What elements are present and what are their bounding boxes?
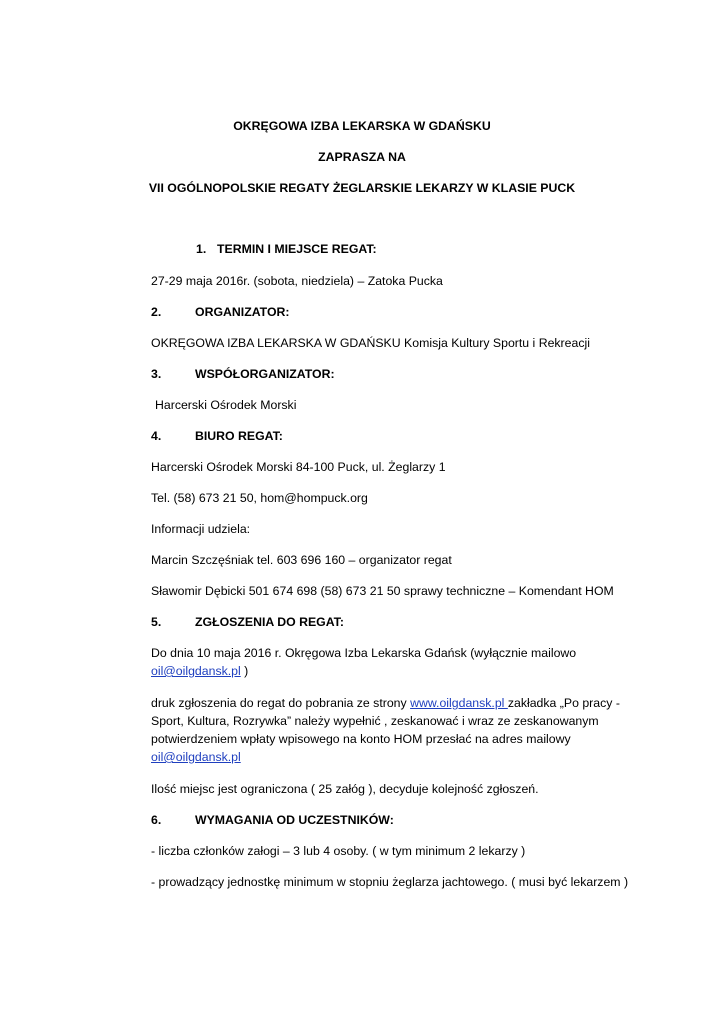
website-link[interactable]: www.oilgdansk.pl	[410, 696, 508, 710]
info-label: Informacji udziela:	[151, 522, 251, 536]
section-5-number: 5.	[151, 615, 162, 629]
contact-technical: Sławomir Dębicki 501 674 698 (58) 673 21 50 sprawy techniczne – Komendant HOM	[151, 584, 614, 598]
form-download-prefix: druk zgłoszenia do regat do pobrania ze strony	[151, 696, 411, 710]
title-line-2: ZAPRASZA NA	[318, 150, 406, 164]
section-1-number: 1.	[196, 242, 207, 256]
section-2-heading	[151, 305, 290, 319]
section-1-text: 27-29 maja 2016r. (sobota, niedziela) – Zatoka Pucka	[151, 274, 443, 288]
section-4-title: BIURO REGAT:	[195, 429, 283, 443]
section-6-heading	[151, 813, 394, 827]
section-4-heading	[151, 429, 283, 443]
section-1-title: TERMIN I MIEJSCE REGAT:	[217, 242, 377, 256]
email-link[interactable]: oil@oilgdansk.pl	[151, 664, 241, 678]
title-line-3: VII OGÓLNOPOLSKIE REGATY ŻEGLARSKIE LEKARZY W KLASIE PUCK	[148, 181, 576, 195]
section-2-text: OKRĘGOWA IZBA LEKARSKA W GDAŃSKU Komisja Kultury Sportu i Rekreacji	[151, 336, 590, 350]
office-address: Harcerski Ośrodek Morski 84-100 Puck, ul. Żeglarzy 1	[151, 460, 446, 474]
section-5-title: ZGŁOSZENIA DO REGAT:	[195, 615, 344, 629]
limit-text: Ilość miejsc jest ograniczona ( 25 załóg ), decyduje kolejność zgłoszeń.	[151, 782, 539, 796]
form-download-line	[151, 696, 620, 710]
form-email-line	[151, 750, 241, 764]
deadline-email-line	[151, 664, 248, 678]
office-phone: Tel. (58) 673 21 50, hom@hompuck.org	[151, 491, 368, 505]
section-6-title: WYMAGANIA OD UCZESTNIKÓW:	[195, 813, 394, 827]
deadline-close-paren: )	[240, 664, 249, 678]
section-2-number: 2.	[151, 305, 162, 319]
section-3-number: 3.	[151, 367, 162, 381]
section-6-number: 6.	[151, 813, 162, 827]
section-1-heading	[196, 242, 377, 256]
requirement-crew: - liczba członków załogi – 3 lub 4 osoby. ( w tym minimum 2 lekarzy )	[151, 844, 526, 858]
form-instructions-line-3: potwierdzeniem wpłaty wpisowego na konto HOM przesłać na adres mailowy	[151, 732, 571, 746]
form-instructions-line-2: Sport, Kultura, Rozrywka” należy wypełnić , zeskanować i wraz ze zeskanowanym	[151, 714, 599, 728]
section-3-text: Harcerski Ośrodek Morski	[155, 398, 297, 412]
form-download-suffix: zakładka „Po pracy -	[507, 696, 620, 710]
email-link-2[interactable]: oil@oilgdansk.pl	[151, 750, 241, 764]
contact-organizer: Marcin Szczęśniak tel. 603 696 160 – organizator regat	[151, 553, 452, 567]
section-5-heading	[151, 615, 344, 629]
requirement-skipper: - prowadzący jednostkę minimum w stopniu żeglarza jachtowego. ( musi być lekarzem )	[151, 875, 629, 889]
section-3-heading	[151, 367, 335, 381]
title-line-1: OKRĘGOWA IZBA LEKARSKA W GDAŃSKU	[233, 119, 491, 133]
section-4-number: 4.	[151, 429, 162, 443]
section-2-title: ORGANIZATOR:	[195, 305, 290, 319]
deadline-text: Do dnia 10 maja 2016 r. Okręgowa Izba Lekarska Gdańsk (wyłącznie mailowo	[151, 646, 577, 660]
section-3-title: WSPÓŁORGANIZATOR:	[195, 367, 335, 381]
